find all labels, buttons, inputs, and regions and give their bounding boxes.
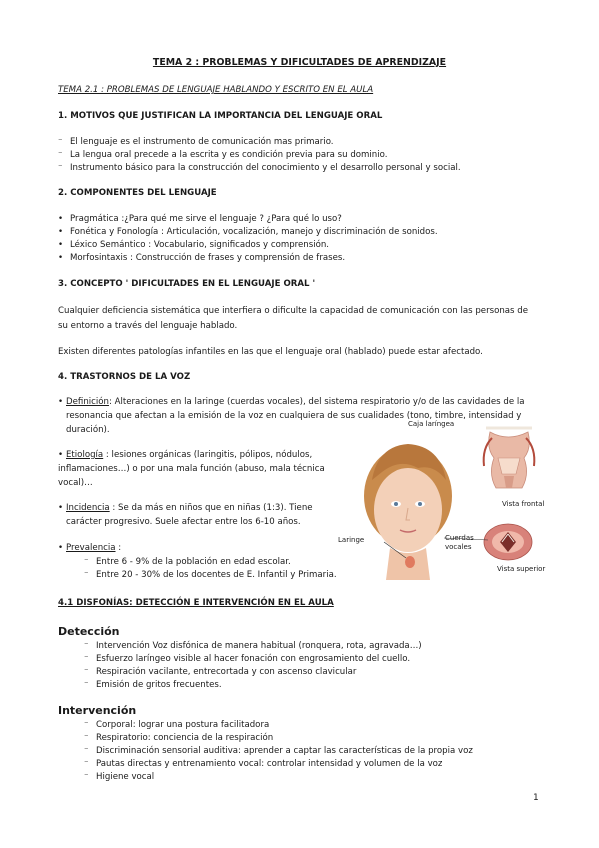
section1-heading: 1. MOTIVOS QUE JUSTIFICAN LA IMPORTANCIA DEL LENGUAJE ORAL	[58, 111, 383, 121]
list-item: ⁻ Emisión de gritos frecuentes.	[84, 680, 222, 690]
bullet-marker: •	[58, 227, 64, 237]
dash-marker: ⁻	[58, 150, 63, 160]
list-item: ⁻ Discriminación sensorial auditiva: aprender a captar las características de la propia voz	[84, 746, 473, 756]
child-face-image	[364, 444, 452, 580]
section41-heading: 4.1 DISFONÍAS: DETECCIÓN E INTERVENCIÓN EN EL AULA	[58, 598, 334, 608]
section-subtitle: TEMA 2.1 : PROBLEMAS DE LENGUAJE HABLANDO Y ESCRITO EN EL AULA	[58, 85, 374, 95]
bullet-marker: •	[58, 240, 64, 250]
list-item: ⁻ Entre 6 - 9% de la población en edad escolar.	[84, 557, 291, 567]
prevalencia-line: • Prevalencia :	[58, 543, 122, 553]
list-item: ⁻ Entre 20 - 30% de los docentes de E. Infantil y Primaria.	[84, 570, 337, 580]
list-item: ⁻ Esfuerzo laríngeo visible al hacer fonación con engrosamiento del cuello.	[84, 654, 411, 664]
etiologia-line: • Etiología : lesiones orgánicas (laringitis, pólipos, nódulos,	[58, 450, 313, 460]
incidencia-line: • Incidencia : Se da más en niños que en niñas (1:3). Tiene	[58, 503, 313, 513]
label-laringe: Laringe	[338, 536, 365, 544]
larynx-superior-view	[484, 524, 532, 560]
etiologia-line: vocal)…	[58, 478, 93, 488]
bullet-marker: •	[58, 214, 64, 224]
list-item: ⁻ Pautas directas y entrenamiento vocal: controlar intensidad y volumen de la voz	[84, 759, 443, 769]
label-cuerdas: Cuerdas	[445, 534, 474, 542]
deteccion-heading: Detección	[58, 625, 120, 638]
list-item: • Pragmática :¿Para qué me sirve el lenguaje ? ¿Para qué lo uso?	[58, 214, 342, 224]
section4-heading: 4. TRASTORNOS DE LA VOZ	[58, 372, 191, 382]
label-vista-frontal: Vista frontal	[502, 500, 545, 508]
definicion-line: duración).	[66, 425, 110, 435]
list-item: ⁻ Instrumento básico para la construcción del conocimiento y el desarrollo personal y social.	[58, 163, 461, 173]
list-item: ⁻ Respiración vacilante, entrecortada y con ascenso clavicular	[84, 667, 357, 677]
list-item: ⁻ El lenguaje es el instrumento de comunicación mas primario.	[58, 137, 334, 147]
list-item: ⁻ La lengua oral precede a la escrita y es condición previa para su dominio.	[58, 150, 388, 160]
incidencia-label: Incidencia	[66, 503, 110, 513]
document-title: TEMA 2 : PROBLEMAS Y DIFICULTADES DE APRENDIZAJE	[152, 57, 447, 68]
larynx-front-view	[484, 428, 535, 488]
intervencion-heading: Intervención	[58, 704, 137, 717]
definicion-line: resonancia que afectan a la emisión de la voz en cualquiera de sus cualidades (tono, timbre, intensidad y	[66, 411, 522, 421]
etiologia-label: Etiología	[66, 450, 104, 460]
list-item: • Morfosintaxis : Construcción de frases y comprensión de frases.	[58, 253, 346, 263]
definicion-label: Definición	[66, 397, 109, 407]
label-vista-superior: Vista superior	[497, 565, 546, 573]
section2-heading: 2. COMPONENTES DEL LENGUAJE	[58, 188, 217, 198]
incidencia-line: carácter progresivo. Suele afectar entre los 6-10 años.	[66, 517, 301, 527]
dash-marker: ⁻	[58, 163, 63, 173]
paragraph: Existen diferentes patologías infantiles en las que el lenguaje oral (hablado) puede estar afectado.	[58, 347, 483, 357]
paragraph-line: su entorno a través del lenguaje hablado.	[58, 321, 238, 331]
list-item: ⁻ Intervención Voz disfónica de manera habitual (ronquera, rota, agravada…)	[84, 641, 422, 651]
label-vocales: vocales	[445, 543, 472, 551]
paragraph-line: Cualquier deficiencia sistemática que interfiera o dificulte la capacidad de comunicación con las personas de	[58, 306, 529, 316]
label-caja-laringea: Caja laríngea	[408, 420, 455, 428]
list-item: • Fonética y Fonología : Articulación, vocalización, manejo y discriminación de sonidos.	[58, 227, 438, 237]
dash-marker: ⁻	[58, 137, 63, 147]
list-item: ⁻ Higiene vocal	[84, 772, 155, 782]
definicion-line: • Definición: Alteraciones en la laringe (cuerdas vocales), del sistema respiratorio y/o de las cavidades de la	[58, 397, 525, 407]
page-number: 1	[533, 793, 539, 803]
list-item: ⁻ Respiratorio: conciencia de la respiración	[84, 733, 274, 743]
bullet-marker: •	[58, 253, 64, 263]
list-item: ⁻ Corporal: lograr una postura facilitadora	[84, 720, 270, 730]
section3-heading: 3. CONCEPTO ' DIFICULTADES EN EL LENGUAJE ORAL '	[58, 279, 316, 289]
larynx-illustration	[356, 418, 546, 580]
list-item: • Léxico Semántico : Vocabulario, significados y comprensión.	[58, 240, 330, 250]
prevalencia-label: Prevalencia	[66, 543, 116, 553]
etiologia-line: inflamaciones…) o por una mala función (abuso, mala técnica	[58, 464, 325, 474]
